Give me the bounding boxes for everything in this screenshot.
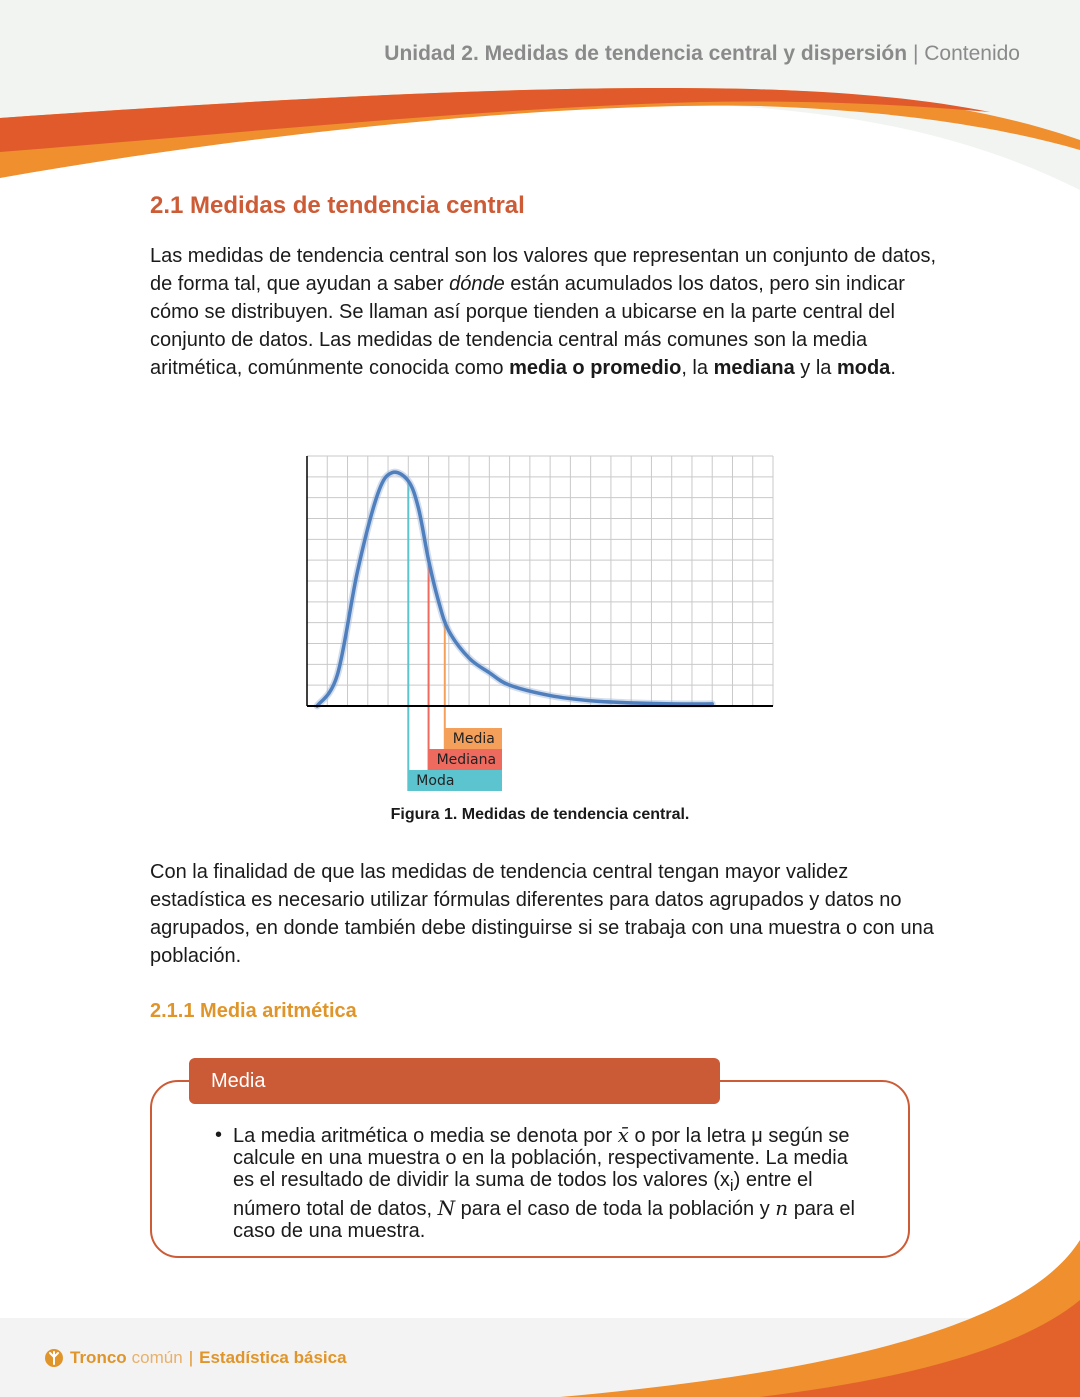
intro-text-3: , la bbox=[681, 357, 714, 379]
central-tendency-chart bbox=[300, 450, 780, 795]
header-swoosh bbox=[0, 0, 1080, 190]
unit-title: Unidad 2. Medidas de tendencia central y dispersión bbox=[384, 42, 908, 65]
math-N: N bbox=[437, 1196, 456, 1220]
brand-tronco: Tronco bbox=[70, 1348, 127, 1367]
subsection-title: 2.1.1 Media aritmética bbox=[150, 1000, 357, 1022]
intro-text-2: están acumulados los datos, pero sin indicar cómo se distribuyen. Se llaman así porque tienden a ubicarse en la parte central del conjunto de datos. Las medidas de tendencia central más comunes son la media aritmética, comúnmente conocida como bbox=[150, 273, 905, 379]
def-text-a: La media aritmética o media se denota por bbox=[233, 1125, 618, 1147]
math-xbar: x̄ bbox=[617, 1123, 629, 1147]
marker-label-media: Media bbox=[452, 731, 495, 747]
intro-text-1: Las medidas de tendencia central son los valores que representan un conjunto de datos, de forma tal, que ayudan a saber bbox=[150, 245, 937, 295]
marker-label-moda: Moda bbox=[416, 773, 455, 789]
math-n: n bbox=[775, 1196, 789, 1220]
course-name: Estadística básica bbox=[199, 1348, 347, 1367]
definition-item bbox=[215, 1124, 855, 1242]
distribution-curve-shadow bbox=[317, 472, 712, 706]
section-title: 2.1 Medidas de tendencia central bbox=[150, 192, 525, 219]
header-separator: | bbox=[912, 42, 919, 65]
intro-bold-mediana: mediana bbox=[713, 357, 795, 379]
brand-comun: común bbox=[131, 1348, 183, 1367]
def-text-d: para el caso de toda la población y bbox=[455, 1198, 776, 1220]
chart-markers bbox=[408, 481, 444, 791]
page-number: 4 bbox=[985, 1288, 996, 1308]
footer-separator: | bbox=[188, 1348, 194, 1367]
def-text-e: para el caso de una muestra. bbox=[233, 1198, 855, 1242]
tronco-logo-icon bbox=[44, 1348, 64, 1368]
intro-text-4: y la bbox=[794, 357, 837, 379]
footer-swoosh bbox=[0, 1240, 1080, 1397]
intro-bold-moda: moda bbox=[836, 357, 891, 379]
def-text-b: o por la letra μ según se calcule en una muestra o en la población, respectivamente. La media es el resultado de dividir la suma de todos los valores (x bbox=[233, 1125, 850, 1191]
intro-text-5: . bbox=[890, 357, 896, 379]
validity-paragraph: Con la finalidad de que las medidas de tendencia central tengan mayor validez estadística es necesario utilizar fórmulas diferentes para datos agrupados y datos no agrupados, en donde también debe distinguirse si se trabaja con una muestra o con una población. bbox=[150, 861, 934, 967]
marker-label-mediana: Mediana bbox=[436, 752, 497, 768]
footer-brand bbox=[44, 1348, 347, 1368]
figure-caption: Figura 1. Medidas de tendencia central. bbox=[390, 806, 690, 823]
subscript-i: i bbox=[729, 1176, 734, 1195]
intro-bold-media: media o promedio bbox=[509, 357, 682, 379]
def-text-c: ) entre el número total de datos, bbox=[233, 1169, 813, 1220]
intro-paragraph bbox=[150, 242, 940, 382]
definition-tab: Media bbox=[189, 1058, 720, 1104]
header-title bbox=[384, 42, 1020, 66]
chart-legend-labels bbox=[408, 728, 502, 791]
intro-emphasis-donde: dónde bbox=[449, 273, 505, 295]
header-section-label: Contenido bbox=[924, 42, 1020, 65]
definition-list bbox=[215, 1124, 855, 1242]
